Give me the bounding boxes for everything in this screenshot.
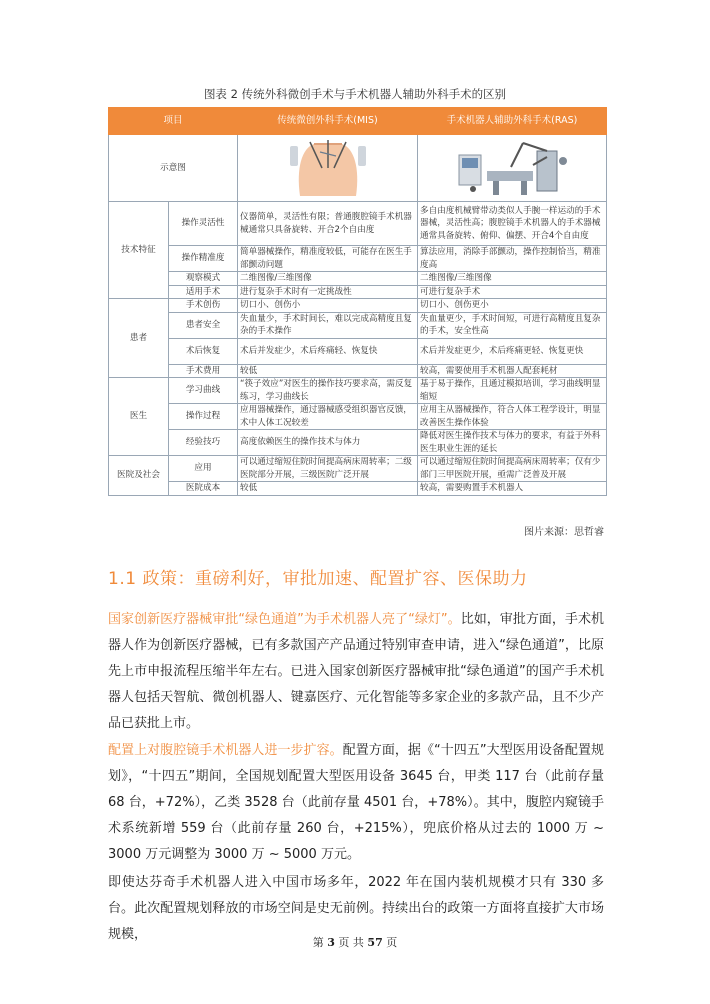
mis-cell: 术后并发症少，术后疼痛轻、恢复快 [238,338,418,364]
table-body [109,202,607,496]
ras-cell: 二维图像/三维图像 [418,272,607,286]
ras-cell: 较高，需要购置手术机器人 [418,482,607,496]
footer-total-pages: 57 [367,936,383,949]
mis-cell: “筷子效应”对医生的操作技巧要求高，需反复练习，学习曲线长 [238,378,418,404]
table-row [109,430,607,456]
mis-cell: 失血量少，手术时间长，难以完成高精度且复杂的手术操作 [238,312,418,338]
table-row [109,338,607,364]
subcategory-cell: 应用 [169,456,238,482]
subcategory-cell: 操作过程 [169,404,238,430]
category-cell: 技术特征 [109,202,169,299]
mis-cell: 二维图像/三维图像 [238,272,418,286]
illustration-label: 示意图 [109,135,238,202]
subcategory-cell: 学习曲线 [169,378,238,404]
subcategory-cell: 操作灵活性 [169,202,238,246]
table-row [109,202,607,246]
mis-cell: 高度依赖医生的操作技术与体力 [238,430,418,456]
table-row [109,378,607,404]
paragraph-body: 即使达芬奇手术机器人进入中国市场多年，2022 年在国内装机规模才只有 330 多台。此次配置规划释放的市场空间是史无前例。持续出台的政策一方面将直接扩大市场规模， [108,875,604,942]
table-row [109,285,607,299]
paragraph-lead: 配置上对腹腔镜手术机器人进一步扩容。 [108,743,343,758]
ras-cell: 切口小、创伤更小 [418,299,607,313]
ras-cell: 应用主从器械操作，符合人体工程学设计，明显改善医生操作体验 [418,404,607,430]
subcategory-cell: 手术创伤 [169,299,238,313]
ras-cell: 算法应用，消除手部颤动，操作控制恰当，精准度高 [418,246,607,272]
section-heading: 1.1 政策：重磅利好，审批加速、配置扩容、医保助力 [108,569,528,589]
mis-cell: 简单器械操作，精准度较低，可能存在医生手部颤动问题 [238,246,418,272]
footer-current-page: 3 [327,936,335,949]
comparison-table [108,107,607,496]
mis-cell: 进行复杂手术时有一定挑战性 [238,285,418,299]
table-row [109,299,607,313]
table-row [109,246,607,272]
ras-cell: 可进行复杂手术 [418,285,607,299]
ras-cell: 失血量更少，手术时间短，可进行高精度且复杂的手术，安全性高 [418,312,607,338]
paragraph-2 [108,738,604,868]
subcategory-cell: 操作精准度 [169,246,238,272]
subcategory-cell: 观察模式 [169,272,238,286]
table-row [109,364,607,378]
subcategory-cell: 手术费用 [169,364,238,378]
paragraph-body: 比如，审批方面，手术机器人作为创新医疗器械，已有多款国产产品通过特别审查申请，进入“绿色通道”，比原先上市申报流程压缩半年左右。已进入国家创新医疗器械审批“绿色通道”的国产手术机器人包括天智航、微创机器人、键嘉医疗、元化智能等多家企业的多款产品，且不少产品已获批上市。 [108,612,604,731]
table-caption: 图表 2 传统外科微创手术与手术机器人辅助外科手术的区别 [203,87,507,101]
table-row [109,312,607,338]
paragraph-lead: 国家创新医疗器械审批“绿色通道”为手术机器人亮了“绿灯”。 [108,612,461,627]
table-header-row [109,108,607,135]
subcategory-cell: 患者安全 [169,312,238,338]
ras-robot-illustration [453,137,571,199]
footer-prefix: 第 [312,936,324,949]
subcategory-cell: 经验技巧 [169,430,238,456]
ras-cell: 降低对医生操作技术与体力的要求，有益于外科医生职业生涯的延长 [418,430,607,456]
header-ras: 手术机器人辅助外科手术(RAS) [418,108,607,135]
mis-cell: 应用器械操作，通过器械感受组织器官反馈，术中人体工况较差 [238,404,418,430]
category-cell: 医生 [109,378,169,456]
ras-cell: 术后并发症更少，术后疼痛更轻、恢复更快 [418,338,607,364]
category-cell: 医院及社会 [109,456,169,496]
ras-cell: 较高，需要使用手术机器人配套耗材 [418,364,607,378]
table-row [109,482,607,496]
paragraph-body: 配置方面，据《“十四五”大型医用设备配置规划》，“十四五”期间，全国规划配置大型医用设备 3645 台，甲类 117 台（此前存量 68 台，+72%），乙类 3528 台（此前存量 4501 台，+78%）。其中，腹腔内窥镜手术系统新增 559 台（此前存量 260 台，+215%），兜底价格从过去的 1000 万 ~ 3000 万元调整为 3000 万 ~ 5000 万元。 [108,743,604,862]
source-note: 图片来源：思哲睿 [524,527,604,538]
paragraph-1 [108,607,604,737]
mis-illustration-cell [238,135,418,202]
table-row [109,404,607,430]
table-row [109,456,607,482]
footer-suffix: 页 [386,936,398,949]
subcategory-cell: 医院成本 [169,482,238,496]
ras-cell: 可以通过缩短住院时间提高病床周转率；仅有少部门三甲医院开展，亟需广泛普及开展 [418,456,607,482]
category-cell: 患者 [109,299,169,378]
page-footer [0,934,710,950]
ras-illustration-cell [418,135,607,202]
mis-cell: 可以通过缩短住院时间提高病床周转率；二级医院部分开展，三级医院广泛开展 [238,456,418,482]
mis-cell: 切口小、创伤小 [238,299,418,313]
mis-cell: 较低 [238,482,418,496]
mis-cell: 较低 [238,364,418,378]
ras-cell: 基于易于操作，且通过模拟培训，学习曲线明显缩短 [418,378,607,404]
ras-cell: 多自由度机械臂带动类似人手腕一样运动的手术器械，灵活性高；腹腔镜手术机器人的手术器械通常具备旋转、俯仰、偏摆、开合4个自由度 [418,202,607,246]
header-item: 项目 [109,108,238,135]
header-mis: 传统微创外科手术(MIS) [238,108,418,135]
subcategory-cell: 适用手术 [169,285,238,299]
illustration-row [109,135,607,202]
mis-surgery-illustration [280,138,376,198]
subcategory-cell: 术后恢复 [169,338,238,364]
table-row [109,272,607,286]
footer-middle: 页 共 [338,936,364,949]
mis-cell: 仪器简单，灵活性有限；普通腹腔镜手术机器械通常只具备旋转、开合2个自由度 [238,202,418,246]
